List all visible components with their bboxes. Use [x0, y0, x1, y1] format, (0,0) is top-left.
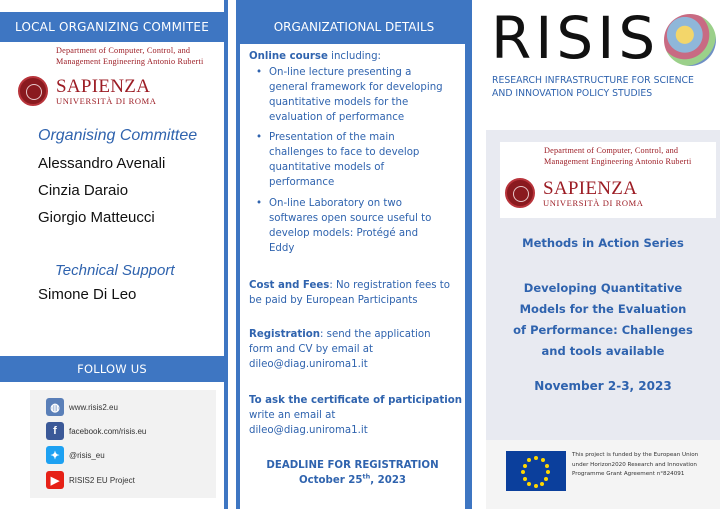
organizational-details-header: ORGANIZATIONAL DETAILS	[273, 20, 435, 34]
list-item: • Presentation of the main challenges to face to develop quantitative models of performance	[256, 132, 420, 188]
facebook-icon: f	[46, 422, 64, 440]
youtube-icon: ▶	[46, 471, 64, 489]
left-panel-border	[224, 0, 228, 509]
list-item: • On-line lecture presenting a general framework for developing quantitative models for the evaluation of performance	[256, 67, 443, 123]
local-committee-header: LOCAL ORGANIZING COMMITEE	[0, 12, 224, 42]
word-cloud-icon	[664, 14, 716, 66]
certificate-email-link[interactable]: dileo@diag.uniroma1.it	[249, 425, 368, 436]
social-link-website[interactable]: ◍ www.risis2.eu	[46, 398, 118, 416]
cost-and-fees: Cost and Fees: No registration fees to be paid by European Participants	[249, 280, 451, 306]
social-link-youtube[interactable]: ▶ RISIS2 EU Project	[46, 471, 135, 489]
risis-subtitle: RESEARCH INFRASTRUCTURE FOR SCIENCE AND INNOVATION POLICY STUDIES	[492, 75, 694, 99]
course-title: Developing Quantitative Models for the Evaluation of Performance: Challenges and tools available	[513, 281, 693, 358]
series-title: Methods in Action Series	[522, 236, 684, 250]
eu-funding-note: This project is funded by the European Union under Horizon2020 Research and Innovation Programme Grant Agreement n°824091	[572, 452, 699, 477]
eu-flag-icon	[506, 451, 566, 491]
sapienza-seal-icon	[18, 76, 48, 106]
registration-info: Registration: send the application form and CV by email at dileo@diag.uniroma1.it	[249, 327, 464, 372]
bullet-icon: •	[256, 132, 263, 143]
course-date: November 2-3, 2023	[534, 379, 672, 393]
bullet-icon: •	[256, 67, 263, 78]
sapienza-logo: SAPIENZA UNIVERSITÀ DI ROMA	[505, 178, 644, 208]
follow-us-header: FOLLOW US	[0, 356, 224, 382]
technical-support-title: Technical Support	[55, 262, 175, 279]
sapienza-logo: SAPIENZA UNIVERSITÀ DI ROMA	[18, 76, 157, 106]
committee-member: Alessandro Avenali	[38, 155, 166, 172]
globe-icon: ◍	[46, 398, 64, 416]
twitter-icon: ✦	[46, 446, 64, 464]
sapienza-seal-icon	[505, 178, 535, 208]
registration-deadline: DEADLINE FOR REGISTRATION October 25th, 2023	[266, 460, 439, 486]
list-item: • On-line Laboratory on two softwares open source useful to develop models: Protégé and Eddy	[256, 198, 432, 254]
bullet-icon: •	[256, 198, 263, 209]
organising-committee-title: Organising Committee	[38, 127, 198, 144]
department-name: Department of Computer, Control, and Management Engineering Antonio Ruberti	[56, 46, 204, 66]
technical-support-name: Simone Di Leo	[38, 286, 137, 303]
social-link-twitter[interactable]: ✦ @risis_eu	[46, 446, 105, 464]
committee-member: Cinzia Daraio	[38, 182, 129, 199]
committee-member: Giorgio Matteucci	[38, 209, 155, 226]
registration-email-link[interactable]: dileo@diag.uniroma1.it	[249, 359, 368, 370]
department-name: Department of Computer, Control, and Management Engineering Antonio Ruberti	[544, 146, 692, 166]
online-course-intro: Online course including:	[249, 51, 381, 62]
certificate-info: To ask the certificate of participation write an email at dileo@diag.uniroma1.it	[249, 393, 464, 438]
social-link-facebook[interactable]: f facebook.com/risis.eu	[46, 422, 146, 440]
risis-logo: RISIS	[491, 4, 660, 72]
